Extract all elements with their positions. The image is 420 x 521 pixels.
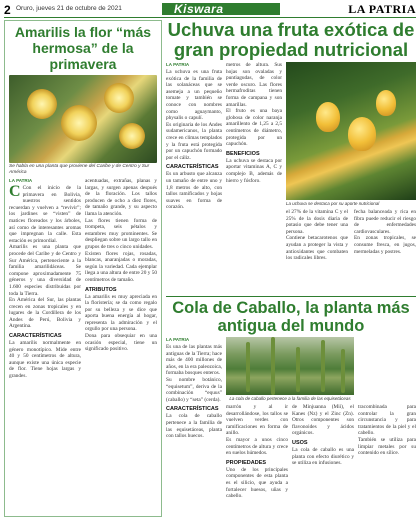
dropcap: C (9, 183, 21, 200)
amarilis-p2: Amarilis es una planta que procede del Caribe y de Centro y Sur América, perteneciente a la familia amarilidáceas. Se compone aproximadamente 75 géneros y una diversidad de 1.600 especies distribuidas por toda la Tierra. (9, 244, 81, 297)
cola-p5: Es mayor a unos cinco centímetros de altura y crece en suelos húmedos. (226, 436, 288, 457)
cola-headline: Cola de Caballo, la planta más antigua del mundo (172, 299, 410, 335)
amarilis-subhead-2: ATRIBUTOS (85, 286, 117, 293)
uchuva-p5: El fruto es una baya globosa de color naranja amarillento de 1,25 a 2,5 centímetros de diámetro, protegida por un capuchón. (226, 108, 282, 148)
uchuva-col-2 (226, 62, 282, 184)
uchuva-subhead-1: CARACTERÍSTICAS (166, 164, 219, 171)
uchuva-p4: metros de altura. Sus hojas son ovaladas y puntiagudas, de color verde oscuro. Las flores hermafroditas tienen forma de campana y son amarillas. (226, 62, 282, 108)
uchuva-photo (286, 62, 416, 200)
cola-article (166, 337, 416, 521)
uchuva-p3: Es un arbusto que alcanza un tamaño de entre uno y 1,8 metros de alto, con tallos ramificados y hojas suaves en forma de corazón. (166, 171, 222, 211)
masthead: LA PATRIA (348, 2, 416, 16)
cola-col-4 (358, 404, 416, 457)
amarilis-p8: La amarilis es muy apreciada en la floristería; se da como regalo por su belleza y se dice que aporta buena energía al hogar, representa la admiración y el orgullo por una persona. (85, 293, 157, 333)
amarilis-p9: Dona para obsequiar en una ocasión especial, tiene un significado positivo. (85, 333, 157, 353)
uchuva-p7: el 27% de la vitamina C y el 25% de la dosis diaria de potasio que debe tener una persona. (286, 209, 348, 235)
uchuva-headline: Uchuva una fruta exótica de gran propiedad nutricional (167, 19, 415, 60)
cola-subhead-1: CARACTERÍSTICAS (166, 406, 219, 413)
cola-p1: Es una de las plantas más antiguas de la Tierra; hace más de 400 millones de años, en la era paleozoica, formaba bosques enteros. (166, 344, 222, 377)
amarilis-col-1 (9, 178, 81, 380)
cola-p6: Uno de los principales componentes de esta planta es el silicio, que ayuda a fortalecer huesos, uñas y cabello. (226, 466, 288, 500)
cola-p2: Su nombre botánico, “equisetum”, deriva de la combinación “equus” (caballo) y “seta” (cerda). (166, 376, 222, 403)
cola-subhead-3: USOS (292, 439, 308, 446)
amarilis-p6: Las flores tienen forma de trompeta, seis pétalos y estambres muy prominentes. Se despliegan sobre un largo tallo en grupos de tres o cinco unidades. (85, 217, 157, 250)
amarilis-byline: LA PATRIA (9, 178, 33, 183)
page-number: 2 (4, 3, 11, 17)
dateline: Oruro, jueves 21 de octubre de 2021 (16, 5, 122, 12)
article-divider (166, 296, 416, 297)
uchuva-p1: La uchuva es una fruta exótica de la familia de las solanáceas que se asemeja a un pequeño tomate y también se conoce con nombres como aguaymanto, physalis o capulí. (166, 69, 222, 122)
cola-col-3 (292, 404, 354, 467)
uchuva-col-3 (286, 209, 348, 262)
amarilis-p5: acentuadas, extrañas, planas y largas, y surgen apenas después de la floración. Los tallos producen de ocho a diez flores, de tamaño grande, y su aspecto llama la atención. (85, 178, 157, 217)
uchuva-subhead-2: BENEFICIOS (226, 150, 260, 157)
cola-p3: La cola de caballo pertenece a la familia de las equisetáceas, planta con tallos huecos. (166, 413, 222, 440)
uchuva-caption: La uchuva se destaca por su aporte nutricional (286, 201, 380, 206)
amarilis-p4: La amarilis normalmente en género monotípico. Mide entre 40 y 50 centímetros de altura, aunque existe una única especie de flor. Tiene hojas largas y grandes. (9, 340, 81, 380)
uchuva-col-4 (354, 209, 416, 255)
section-label: Kiswara (174, 2, 224, 16)
amarilis-article (4, 20, 162, 517)
uchuva-p8: Contiene betacarotenos que ayudan a proteger la vista y antioxidantes que combaten los radicales libres. (286, 235, 348, 262)
cola-col-2 (226, 404, 288, 500)
cola-p8: La cola de caballo es una planta con efecto diurético y se utiliza en infusiones. (292, 446, 354, 467)
uchuva-p6: La uchuva se destaca por aportar vitaminas A, C y complejo B, además de hierro y fósforo. (226, 157, 282, 184)
uchuva-byline: LA PATRIA (166, 62, 190, 67)
cola-p10: También se utiliza para limpiar metales por su contenido en sílice. (358, 436, 416, 457)
amarilis-subhead-1: CARACTERÍSTICAS (9, 333, 62, 340)
cola-p4: marrón y al ir desarrollándose, los tallos se vuelven verdes con ramificaciones en forma de anillo. (226, 404, 288, 437)
cola-subhead-2: PROPIEDADES (226, 459, 267, 466)
right-column (166, 20, 416, 521)
cola-col-1 (166, 337, 222, 440)
cola-photo (226, 337, 354, 395)
amarilis-headline: Amarilis la flor “más hermosa” de la primavera (14, 24, 152, 72)
amarilis-caption: Se habla en una planta que proviene del Caribe y de Centro y Sur América (9, 164, 150, 175)
uchuva-article (166, 62, 416, 294)
amarilis-photo (9, 75, 157, 163)
uchuva-col-1 (166, 62, 222, 211)
page-header (4, 3, 416, 17)
uchuva-p9: fecha balanceada y rica en fibra puede reducir el riesgo de enfermedades cardiovasculares. (354, 209, 416, 235)
amarilis-col-2 (85, 178, 157, 380)
cola-p9: tracombinada para controlar la gran circunstancia y para tratamientos de la piel y el cabello. (358, 404, 416, 437)
cola-caption: La cola de caballo pertenece a la familia de las equisetáceas (229, 396, 351, 401)
amarilis-p3: En América del Sur, las plantas crecen en zonas tropicales y en lugares de la Cordillera de los Andes de Perú, Bolivia y Argentina. (9, 297, 81, 330)
cola-byline: LA PATRIA (166, 337, 190, 342)
uchuva-p10: En zonas tropicales, se consume fresca, en jugos, mermeladas y postres. (354, 235, 416, 255)
amarilis-p1: Con el inicio de la primavera en Bolivia, nuestros sentidos recuerdan y vuelven a “revivir”; los jardines se “visten” de matices floreados y los árboles, así como de interesantes aromas que impregnan la calle. Esta estación es primordial. (9, 185, 81, 244)
header-rule (4, 17, 416, 18)
amarilis-p7: Existen flores rojas, rosadas, blancas, anaranjadas o moradas, según la variedad. Cada ejemplar llega a una altura de entre 20 y 50 centímetros de tamaño. (85, 250, 157, 283)
cola-p7: de Minjuanna (Mii), el Kanes (Nz) y el Zinc (Zn). Otros componentes son flavonoides y ácidos orgánicos. (292, 404, 354, 437)
uchuva-p2: Es originaria de los Andes sudamericanos, la planta crece en climas templados y la fruta está protegida por un capuchón formado por el cáliz. (166, 121, 222, 161)
